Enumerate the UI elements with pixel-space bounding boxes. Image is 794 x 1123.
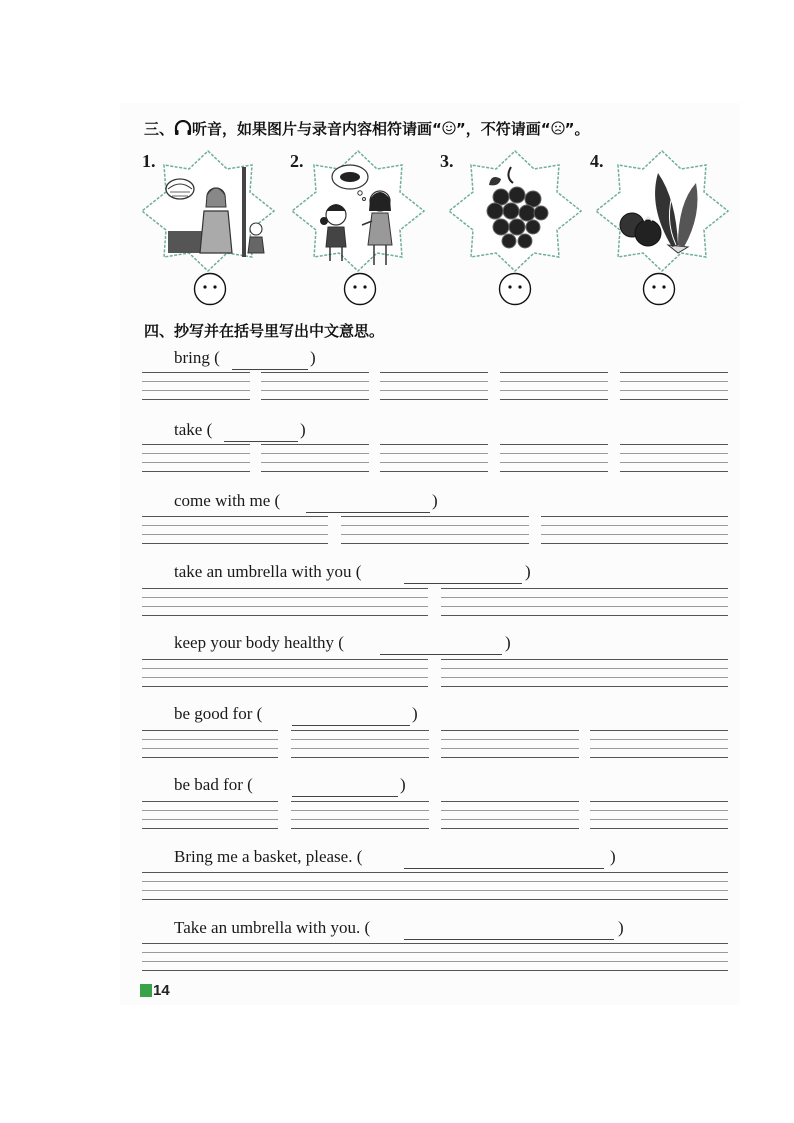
section-3-prefix: 三、 [144,120,175,138]
answer-blank-take[interactable] [224,441,298,442]
writing-lines[interactable] [380,444,488,478]
picture-frame-1 [138,149,278,273]
writing-lines[interactable] [441,730,579,764]
basket-icon [166,179,194,199]
answer-blank-be-bad-for[interactable] [292,796,398,797]
writing-lines[interactable] [142,943,728,977]
smiley-face-icon [442,121,456,135]
item-number-2: 2. [290,151,304,171]
writing-lines[interactable] [142,588,428,622]
answer-blank-keep-your-body-healthy[interactable] [380,654,502,655]
headphones-icon [174,120,192,136]
writing-lines[interactable] [142,730,278,764]
answer-face-2[interactable] [343,272,377,306]
picture-frame-3 [445,149,585,273]
writing-lines[interactable] [620,372,728,406]
paren-close-keep-your-body-healthy: ) [505,633,511,652]
answer-face-1[interactable] [193,272,227,306]
page-number [140,982,170,999]
paren-close-bring: ) [310,348,316,367]
picture-frame-4 [592,149,732,273]
writing-lines[interactable] [441,588,728,622]
prompt-be-bad-for: be bad for ( [174,775,253,794]
prompt-take-an-umbrella-sentence: Take an umbrella with you. ( [174,918,371,937]
writing-lines[interactable] [142,444,250,478]
item-number-3: 3. [440,151,454,171]
prompt-come-with-me: come with me ( [174,491,281,510]
picture-frame-2 [288,149,428,273]
answer-blank-take-an-umbrella[interactable] [404,583,522,584]
writing-lines[interactable] [142,516,328,550]
writing-lines[interactable] [142,872,728,906]
writing-lines[interactable] [500,372,608,406]
prompt-bring-me-a-basket: Bring me a basket, please. ( [174,847,363,866]
item-number-1: 1. [142,151,156,171]
writing-lines[interactable] [441,801,579,835]
item-number-4: 4. [590,151,604,171]
writing-lines[interactable] [142,659,428,693]
paren-close-take-an-umbrella: ) [525,562,531,581]
paren-close-come-with-me: ) [432,491,438,510]
prompt-take: take ( [174,420,213,439]
prompt-keep-your-body-healthy: keep your body healthy ( [174,633,344,652]
writing-lines[interactable] [341,516,529,550]
paren-close-be-good-for: ) [412,704,418,723]
page-number-text: 14 [153,982,170,999]
girl-figure-icon [248,223,264,253]
prompt-bring: bring ( [174,348,220,367]
answer-blank-be-good-for[interactable] [292,725,410,726]
prompt-take-an-umbrella: take an umbrella with you ( [174,562,362,581]
writing-lines[interactable] [541,516,728,550]
paren-close-bring-me-a-basket: ) [610,847,616,866]
answer-blank-come-with-me[interactable] [306,512,430,513]
paren-close-be-bad-for: ) [400,775,406,794]
writing-lines[interactable] [261,372,369,406]
page-tab-icon [140,984,152,997]
section-4-heading: 四、抄写并在括号里写出中文意思。 [144,322,385,340]
writing-lines[interactable] [590,730,728,764]
answer-blank-bring-me-a-basket[interactable] [404,868,604,869]
writing-lines[interactable] [291,730,429,764]
writing-lines[interactable] [620,444,728,478]
answer-blank-bring[interactable] [232,369,308,370]
writing-lines[interactable] [142,372,250,406]
section-3-text-b: ”，不符请画“ [455,120,551,138]
writing-lines[interactable] [590,801,728,835]
prompt-be-good-for: be good for ( [174,704,263,723]
paren-close-take-an-umbrella-sentence: ) [618,918,624,937]
section-3-text-c: ”。 [564,120,590,138]
answer-face-4[interactable] [642,272,676,306]
writing-lines[interactable] [500,444,608,478]
section-3-text-a: 听音，如果图片与录音内容相符请画“ [192,120,442,138]
section-3-heading [144,118,589,139]
writing-lines[interactable] [380,372,488,406]
answer-blank-take-an-umbrella-sentence[interactable] [404,939,614,940]
writing-lines[interactable] [441,659,728,693]
writing-lines[interactable] [261,444,369,478]
paren-close-take: ) [300,420,306,439]
writing-lines[interactable] [291,801,429,835]
answer-face-3[interactable] [498,272,532,306]
sad-face-icon [551,121,565,135]
writing-lines[interactable] [142,801,278,835]
